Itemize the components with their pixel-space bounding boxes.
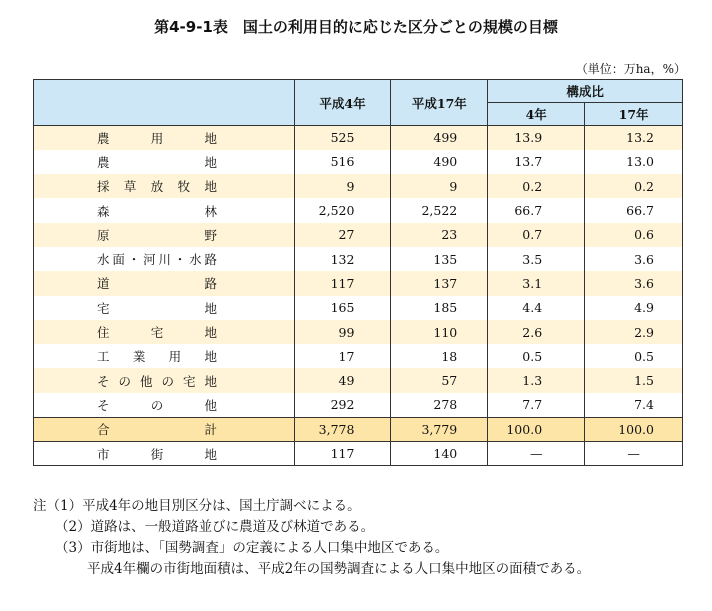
cell-ratio-17: 3.6 [585, 271, 683, 295]
row-label [34, 271, 295, 295]
header-ratio-17: 17年 [585, 103, 683, 126]
cell-ratio-4: 13.7 [488, 150, 585, 174]
cell-h17: 135 [391, 247, 488, 271]
row-label-text: 住 宅 地 [97, 325, 217, 341]
cell-ratio-4: 66.7 [488, 198, 585, 222]
row-label-text: その他の宅地 [97, 373, 217, 389]
cell-ratio-4: 3.1 [488, 271, 585, 295]
row-label [34, 247, 295, 271]
cell-h4: 3,778 [294, 417, 391, 441]
table-row [34, 296, 683, 320]
header-ratio-group: 構成比 [488, 80, 683, 103]
cell-h17: 9 [391, 174, 488, 198]
table-row [34, 271, 683, 295]
row-label [34, 417, 295, 441]
table-row [34, 344, 683, 368]
header-ratio-4: 4年 [488, 103, 585, 126]
table-title: 第4-9-1表 国土の利用目的に応じた区分ごとの規模の目標 [154, 18, 558, 36]
row-label [34, 344, 295, 368]
cell-ratio-4: 13.9 [488, 126, 585, 150]
cell-ratio-17: 2.9 [585, 320, 683, 344]
table-row [34, 320, 683, 344]
table-row [34, 223, 683, 247]
cell-ratio-4: 0.2 [488, 174, 585, 198]
row-label-text: 道 路 [97, 276, 217, 292]
row-label-text: 工業用地 [97, 349, 217, 365]
cell-ratio-4: 2.6 [488, 320, 585, 344]
row-label-text: 農 用 地 [97, 130, 217, 146]
cell-h17: 2,522 [391, 198, 488, 222]
row-label [34, 223, 295, 247]
footnotes [33, 496, 590, 580]
row-label [34, 296, 295, 320]
cell-ratio-4: 4.4 [488, 296, 585, 320]
cell-h17: 110 [391, 320, 488, 344]
table-row [34, 198, 683, 222]
table-row [34, 393, 683, 417]
note-3: （3）市街地は、「国勢調査」の定義による人口集中地区である。 [55, 540, 449, 556]
row-label [34, 126, 295, 150]
cell-ratio-4: 100.0 [488, 417, 585, 441]
row-label [34, 368, 295, 392]
table-row [34, 247, 683, 271]
cell-h4: 9 [294, 174, 391, 198]
table-row [34, 126, 683, 150]
cell-ratio-17: 0.6 [585, 223, 683, 247]
cell-h4: 117 [294, 441, 391, 465]
note-2: （2）道路は、一般道路並びに農道及び林道である。 [55, 519, 375, 535]
note-4: 平成4年欄の市街地面積は、平成2年の国勢調査による人口集中地区の面積である。 [87, 561, 591, 577]
cell-h4: 117 [294, 271, 391, 295]
row-label-text: 市 街 地 [97, 446, 217, 462]
row-label-text: そ の 他 [97, 397, 217, 413]
cell-ratio-17: 7.4 [585, 393, 683, 417]
cell-ratio-4: — [488, 441, 585, 465]
row-label-text: 合 計 [97, 422, 217, 438]
cell-h4: 292 [294, 393, 391, 417]
header-h4: 平成4年 [294, 80, 391, 126]
cell-h17: 490 [391, 150, 488, 174]
cell-h4: 99 [294, 320, 391, 344]
table-row [34, 368, 683, 392]
note-1: 注（1）平成4年の地目別区分は、国土庁調べによる。 [33, 498, 361, 514]
cell-ratio-17: — [585, 441, 683, 465]
cell-ratio-4: 0.5 [488, 344, 585, 368]
table-row [34, 174, 683, 198]
cell-h17: 137 [391, 271, 488, 295]
table-row [34, 150, 683, 174]
cell-ratio-4: 0.7 [488, 223, 585, 247]
cell-h4: 49 [294, 368, 391, 392]
header-h17: 平成17年 [391, 80, 488, 126]
row-label [34, 393, 295, 417]
row-label [34, 198, 295, 222]
cell-ratio-17: 0.2 [585, 174, 683, 198]
cell-ratio-17: 1.5 [585, 368, 683, 392]
cell-ratio-17: 13.0 [585, 150, 683, 174]
cell-h17: 499 [391, 126, 488, 150]
row-label-text: 宅 地 [97, 300, 217, 316]
land-use-table [33, 79, 683, 466]
cell-ratio-17: 66.7 [585, 198, 683, 222]
row-label [34, 174, 295, 198]
cell-ratio-17: 0.5 [585, 344, 683, 368]
cell-h4: 525 [294, 126, 391, 150]
cell-ratio-17: 100.0 [585, 417, 683, 441]
header-blank [34, 80, 295, 126]
cell-h17: 278 [391, 393, 488, 417]
cell-ratio-17: 3.6 [585, 247, 683, 271]
table-row [34, 441, 683, 465]
row-label-text: 森 林 [97, 203, 217, 219]
cell-h17: 23 [391, 223, 488, 247]
cell-h4: 132 [294, 247, 391, 271]
cell-h4: 516 [294, 150, 391, 174]
cell-h17: 18 [391, 344, 488, 368]
cell-h17: 3,779 [391, 417, 488, 441]
cell-h17: 185 [391, 296, 488, 320]
cell-ratio-4: 1.3 [488, 368, 585, 392]
cell-h17: 57 [391, 368, 488, 392]
row-label [34, 320, 295, 344]
row-label-text: 原 野 [97, 227, 217, 243]
table-row [34, 417, 683, 441]
row-label-text: 採草放牧地 [97, 179, 217, 195]
cell-h4: 165 [294, 296, 391, 320]
cell-h4: 17 [294, 344, 391, 368]
cell-ratio-4: 3.5 [488, 247, 585, 271]
row-label-text: 農 地 [97, 154, 217, 170]
cell-ratio-17: 13.2 [585, 126, 683, 150]
cell-h4: 2,520 [294, 198, 391, 222]
cell-ratio-4: 7.7 [488, 393, 585, 417]
cell-h17: 140 [391, 441, 488, 465]
row-label-text: 水面・河川・水路 [97, 252, 217, 268]
unit-label: （単位：万ha，%） [575, 62, 686, 76]
row-label [34, 441, 295, 465]
cell-h4: 27 [294, 223, 391, 247]
cell-ratio-17: 4.9 [585, 296, 683, 320]
row-label [34, 150, 295, 174]
